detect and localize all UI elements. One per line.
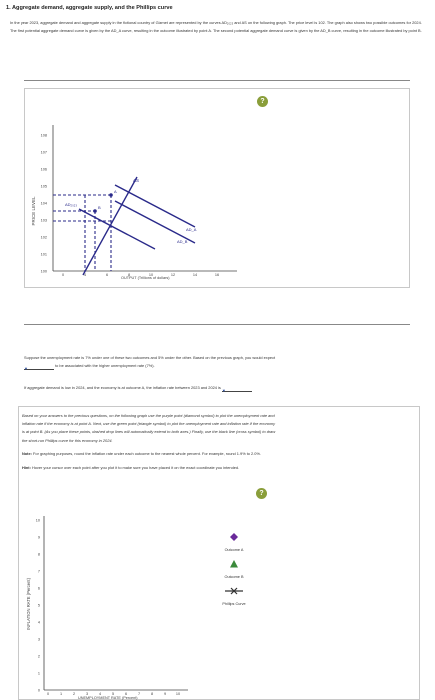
y-tick-label: 0 — [37, 688, 40, 693]
question-2-text: If aggregate demand is low in 2024, and the economy is at outcome A, the inflation rate between 2023 and 2024 is — [24, 385, 221, 390]
ad2023-label: AD₂₀₂₃ — [65, 202, 77, 207]
graph1-panel — [24, 88, 410, 288]
legend-outcome-b[interactable] — [204, 555, 264, 579]
note-text — [22, 450, 422, 458]
dropdown-arrow-icon: ▼ — [221, 388, 226, 393]
y-tick-label: 103 — [40, 218, 47, 223]
y-tick-label: 108 — [40, 133, 47, 138]
adb-label: AD_B — [177, 239, 188, 244]
help-icon[interactable]: ? — [256, 488, 267, 499]
y-tick-label: 1 — [37, 671, 40, 676]
y-tick-label: 104 — [40, 201, 47, 206]
divider-mid — [24, 324, 410, 325]
help-icon[interactable]: ? — [257, 96, 268, 107]
y-tick-label: 10 — [35, 518, 40, 523]
note-body: For graphing purposes, round the inflation rate under each outcome to the nearest whole percent. For example, round 1.9% to 2.0%. — [33, 451, 262, 456]
point-b-label: B — [98, 205, 101, 210]
y-tick-label: 105 — [40, 184, 47, 189]
question-intro: In the year 2023, aggregate demand and aggregate supply in the fictional country of Gizmet are represented by the curves AD₂₀₂₃ and AS on the following graph. The price level is 102. The graph also shows two possible outcomes for 2024. The first potential aggregate demand curve is given by the AD_A curve, resulting in the outcome illustrated by point A. The second potential aggregate demand curve is given by the AD_B curve, resulting in the outcome illustrated by point B. — [10, 20, 422, 33]
x-tick-label: 4 — [83, 273, 87, 277]
y-tick-label: 7 — [37, 569, 40, 574]
question-1-text: Suppose the unemployment rate is 7% under one of these two outcomes and 5% under the other. Based on the previous graph, you would expect — [24, 355, 276, 360]
dropdown-arrow-icon: ▼ — [24, 366, 28, 371]
x-tick-label: 5 — [111, 692, 115, 696]
x-tick-label: 2 — [72, 692, 76, 696]
question-unemployment — [24, 354, 424, 370]
answer-dropdown-2[interactable] — [222, 387, 252, 392]
x-tick-label: 8 — [150, 692, 154, 696]
note-label: Note: — [22, 451, 32, 456]
ad-as-graph — [25, 89, 411, 289]
x-tick-label: 14 — [192, 273, 198, 277]
point-b — [93, 209, 97, 213]
question-title: 1. Aggregate demand, aggregate supply, and the Phillips curve — [6, 5, 173, 11]
x-tick-label: 0 — [61, 273, 65, 277]
hint-label: Hint: — [22, 465, 31, 470]
y-tick-label: 4 — [37, 620, 40, 625]
ada-label: AD_A — [186, 227, 197, 232]
y-tick-label: 100 — [40, 269, 47, 274]
ad2023-curve — [79, 209, 155, 249]
x-tick-label: 9 — [163, 692, 167, 696]
y-tick-label: 9 — [37, 535, 40, 540]
x-axis-label: UNEMPLOYMENT RATE (Percent) — [78, 696, 138, 700]
x-tick-label: 3 — [85, 692, 89, 696]
x-tick-label: 8 — [127, 273, 131, 277]
legend-outcome-a[interactable] — [204, 528, 264, 552]
adb-curve — [115, 185, 195, 227]
y-axis-label: INFLATION RATE (Percent) — [26, 578, 31, 630]
x-tick-label: 6 — [124, 692, 128, 696]
legend-outcome-a-label: Outcome A — [224, 548, 244, 552]
x-tick-label: 7 — [137, 692, 141, 696]
y-tick-labels — [36, 519, 40, 693]
point-a — [109, 193, 113, 197]
divider-top — [24, 80, 410, 81]
question-inflation — [24, 384, 424, 392]
y-tick-label: 5 — [37, 603, 40, 608]
x-tick-label: 0 — [46, 692, 50, 696]
y-tick-label: 101 — [40, 252, 47, 257]
y-tick-label: 8 — [37, 552, 40, 557]
ada-curve — [115, 201, 195, 243]
y-tick-label: 102 — [40, 235, 47, 240]
y-tick-label: 107 — [40, 150, 47, 155]
y-tick-labels — [41, 134, 47, 274]
triangle-icon — [230, 560, 238, 568]
y-axis-label: PRICE LEVEL — [31, 196, 36, 226]
y-tick-label: 6 — [37, 586, 40, 591]
point-a-label: A — [114, 189, 117, 194]
instruction-text — [22, 412, 422, 445]
x-tick-label: 16 — [214, 273, 220, 277]
y-tick-label: 3 — [37, 637, 40, 642]
instruction-line-1: Based on your answers to the previous questions, on the following graph use the purple point (diamond symbol) to plot the unemployment rate and — [22, 413, 275, 418]
x-tick-label: 4 — [98, 692, 102, 696]
x-tick-label: 1 — [59, 692, 63, 696]
y-tick-label: 2 — [37, 654, 40, 659]
legend-outcome-b-label: Outcome B — [224, 575, 244, 579]
question-1-tail: to be associated with the higher unemployment rate (7%). — [55, 363, 155, 368]
cross-line-icon — [225, 587, 243, 595]
x-tick-label: 10 — [148, 273, 154, 277]
as-label: AS — [133, 178, 140, 183]
x-tick-label: 12 — [170, 273, 176, 277]
instruction-line-2: inflation rate if the economy is at point A. Next, use the green point (triangle symbol) to plot the unemployment rate and inflation rate if the economy — [22, 421, 276, 427]
diamond-icon — [230, 533, 238, 541]
answer-dropdown-1[interactable] — [24, 365, 54, 370]
instruction-line-4: the short-run Phillips curve for this economy in 2024. — [22, 437, 113, 443]
y-tick-label: 106 — [40, 167, 47, 172]
x-tick-label: 6 — [105, 273, 109, 277]
x-tick-label: 10 — [175, 692, 181, 696]
legend-phillips-curve[interactable] — [204, 582, 264, 606]
hint-text — [22, 464, 422, 472]
hint-body: Hover your cursor over each point after you plot it to make sure you have placed it on the exact coordinate you intended. — [31, 465, 240, 470]
legend-phillips-label: Phillips Curve — [222, 602, 246, 606]
x-axis-label: OUTPUT (Trillions of dollars) — [121, 276, 170, 280]
instruction-line-3: is at point B. (As you place these points, dashed drop lines will automatically extend to both axes.) Finally, use the black line (cross symbol) to draw — [22, 429, 276, 435]
